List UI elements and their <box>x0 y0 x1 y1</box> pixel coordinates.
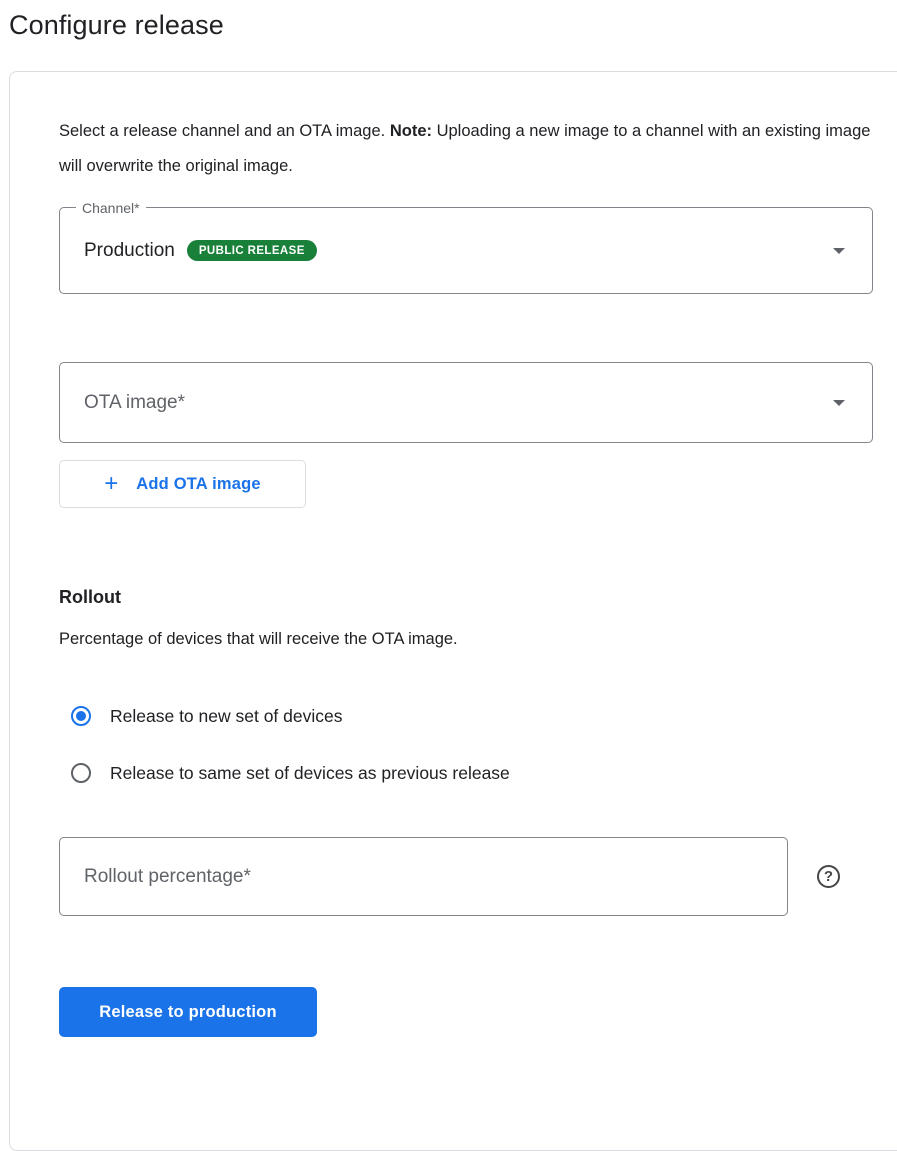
rollout-percentage-input[interactable] <box>59 837 788 916</box>
release-to-production-button[interactable]: Release to production <box>59 987 317 1037</box>
radio-release-new-devices[interactable] <box>59 701 840 731</box>
radio-release-same-devices[interactable] <box>59 758 840 788</box>
page-title: Configure release <box>9 10 224 40</box>
add-ota-image-button[interactable] <box>59 460 306 508</box>
radio-release-same-devices-label: Release to same set of devices as previous release <box>110 762 510 783</box>
intro-note-label: Note: <box>389 122 432 140</box>
radio-unselected-icon <box>71 763 91 783</box>
channel-select-label: Channel* <box>76 198 146 218</box>
rollout-percentage-row <box>59 837 840 916</box>
radio-dot <box>76 711 86 721</box>
intro-text <box>59 114 871 184</box>
rollout-heading: Rollout <box>59 587 121 607</box>
intro-text-before-note: Select a release channel and an OTA image. <box>59 122 390 140</box>
configure-release-card <box>9 71 897 1151</box>
add-ota-image-label: Add OTA image <box>136 474 261 493</box>
plus-icon: + <box>104 470 119 497</box>
ota-image-select-placeholder: OTA image* <box>84 391 186 413</box>
radio-selected-icon <box>71 706 91 726</box>
chevron-down-icon <box>833 248 845 254</box>
rollout-description: Percentage of devices that will receive the OTA image. <box>59 630 458 648</box>
ota-image-select[interactable] <box>59 362 873 443</box>
chevron-down-icon <box>833 400 845 406</box>
channel-select[interactable] <box>59 200 873 294</box>
help-icon[interactable]: ? <box>817 865 840 888</box>
channel-select-value: Production <box>84 239 175 261</box>
intro-text-after-note: Uploading a new image to a channel with an existing image will overwrite the original image. <box>59 122 871 175</box>
public-release-badge: PUBLIC RELEASE <box>187 240 317 261</box>
radio-release-new-devices-label: Release to new set of devices <box>110 705 343 726</box>
